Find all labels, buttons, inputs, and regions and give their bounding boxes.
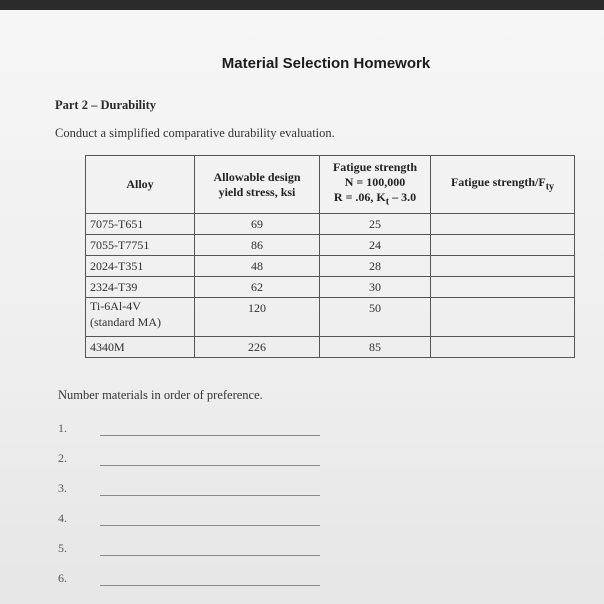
alloy-cell: 7055-T7751: [86, 235, 195, 256]
alloy-cell: [86, 298, 195, 337]
header-fatigue-line2: N = 100,000: [344, 174, 406, 189]
item-number: 4.: [58, 511, 67, 525]
header-fatigue-line1: Fatigue strength: [332, 159, 418, 174]
list-item: [58, 571, 328, 591]
alloy-line1: Ti-6Al-4V: [90, 299, 141, 313]
table-row: [86, 298, 575, 337]
fatigue-cell: 24: [320, 235, 431, 256]
ratio-cell[interactable]: [431, 277, 575, 298]
header-alloy: Alloy: [86, 156, 195, 214]
fatigue-cell: 30: [320, 277, 431, 298]
alloy-line2: (standard MA): [90, 315, 161, 329]
ratio-cell[interactable]: [431, 256, 575, 277]
header-ratio: [431, 156, 575, 214]
fatigue-cell: 85: [320, 337, 431, 358]
answer-line[interactable]: [100, 525, 320, 526]
fatigue-cell: 25: [320, 214, 431, 235]
ratio-cell[interactable]: [431, 214, 575, 235]
yield-cell: 86: [195, 235, 320, 256]
item-number: 5.: [58, 541, 67, 555]
header-fatigue-line3: [320, 190, 430, 209]
alloy-cell: 4340M: [86, 337, 195, 358]
alloy-cell: 2324-T39: [86, 277, 195, 298]
section-heading: Part 2 – Durability: [55, 98, 157, 112]
item-number: 2.: [58, 451, 67, 465]
yield-cell: 69: [195, 214, 320, 235]
item-number: 1.: [58, 421, 67, 435]
header-fatigue-kt: – 3.0: [389, 189, 417, 204]
table-row: [86, 337, 575, 358]
header-yield-line1: Allowable design: [213, 169, 301, 184]
table-row: [86, 214, 575, 235]
answer-line[interactable]: [100, 435, 320, 436]
ratio-cell[interactable]: [431, 337, 575, 358]
answer-line[interactable]: [100, 495, 320, 496]
table-row: [86, 256, 575, 277]
item-number: 3.: [58, 481, 67, 495]
header-fatigue-r: R = .06, K: [333, 189, 386, 204]
ratio-cell[interactable]: [431, 235, 575, 256]
header-yield-line2: yield stress, ksi: [218, 184, 296, 199]
yield-cell: 120: [195, 298, 320, 337]
instruction-text: Conduct a simplified comparative durability evaluation.: [55, 126, 335, 140]
answer-line[interactable]: [100, 465, 320, 466]
yield-cell: 48: [195, 256, 320, 277]
header-fatigue-sub: t: [385, 196, 390, 208]
item-number: 6.: [58, 571, 67, 585]
durability-table: [85, 155, 575, 358]
page-title: Material Selection Homework: [221, 55, 431, 72]
fatigue-cell: 50: [320, 298, 431, 337]
yield-cell: 62: [195, 277, 320, 298]
header-ratio-sub: ty: [545, 181, 555, 193]
ratio-cell[interactable]: [431, 298, 575, 337]
table-row: [86, 235, 575, 256]
top-edge-bar: [0, 0, 604, 10]
header-yield-stress: [195, 156, 320, 214]
list-item: [58, 511, 328, 531]
list-item: [58, 451, 328, 471]
order-prompt: Number materials in order of preference.: [58, 388, 263, 402]
alloy-cell: 7075-T651: [86, 214, 195, 235]
header-ratio-main: Fatigue strength/F: [450, 174, 546, 189]
alloy-cell: 2024-T351: [86, 256, 195, 277]
list-item: [58, 541, 328, 561]
header-fatigue-strength: [320, 156, 431, 214]
table-row: [86, 277, 575, 298]
answer-line[interactable]: [100, 585, 320, 586]
fatigue-cell: 28: [320, 256, 431, 277]
answer-line[interactable]: [100, 555, 320, 556]
list-item: [58, 481, 328, 501]
list-item: [58, 421, 328, 441]
yield-cell: 226: [195, 337, 320, 358]
